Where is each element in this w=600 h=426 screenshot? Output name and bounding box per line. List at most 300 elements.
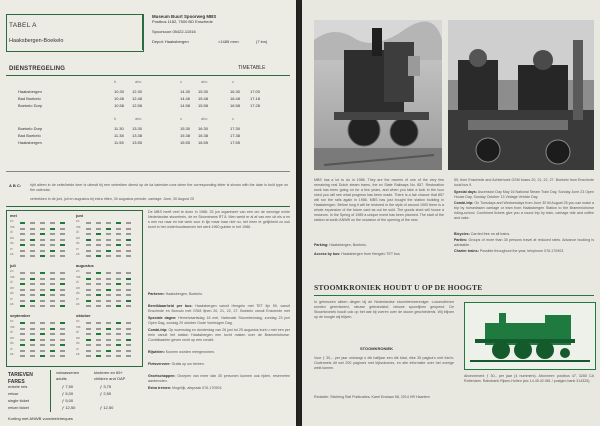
english-col2-text: On Tuesdays and Wednesdays from June 30 till August 25 you can make a trip by horsedrawn carriage or tram from Haaksbergen Station to the Bramenlohorse riding-school. Combined tickets give you a round trip by train, carriage ride and coffee and cake. (454, 201, 594, 220)
timetable-column-head: h (114, 79, 117, 84)
calendar-day (116, 233, 121, 235)
english-col2-paragraph (454, 249, 594, 259)
english-col2-text: Groups of more than 30 persons travel at reduced rates. Advance booking is advisable. (454, 238, 594, 247)
timetable-column-head: c (232, 79, 234, 84)
calendar-day (106, 250, 111, 252)
calendar-day (116, 222, 121, 224)
calendar-day (40, 339, 45, 341)
calendar-day (60, 228, 65, 230)
calendar-day (50, 289, 55, 291)
section-rule (6, 206, 290, 207)
calendar-day (106, 339, 111, 341)
calendar-day (50, 355, 55, 357)
english-col2-text: Possible throughout the year, telephone 076-170903. (479, 249, 565, 253)
calendar-day (86, 283, 91, 285)
calendar-weekday: di (76, 330, 79, 334)
body-paragraph (148, 362, 290, 372)
calendar-weekday: wo (10, 335, 15, 340)
body-paragraph (148, 304, 290, 314)
calendar-day (40, 305, 45, 307)
fare-label: retour (8, 391, 19, 396)
calendar-day (40, 350, 45, 352)
timetable-column-head: abc (135, 116, 142, 121)
calendar-day (20, 255, 25, 257)
english-col2-heading: Combi-trip: (454, 201, 474, 205)
body-paragraph-text: Groepen van meer dan 30 personen kunnen ook rijden, reserveren aanbevolen. (148, 374, 290, 383)
body-paragraph-heading: Speciale dagen: (148, 316, 177, 320)
departure-time: 14.46 (180, 96, 191, 101)
body-paragraph (148, 386, 290, 396)
calendar-month: juli (10, 263, 16, 268)
body-paragraph-heading: Combi-trip: (148, 328, 168, 332)
calendar-weekday: wo (76, 335, 81, 340)
calendar-day (30, 228, 35, 230)
calendar-weekday: wo (10, 285, 15, 290)
body-paragraph-heading: Parkeren: (148, 292, 165, 296)
calendar-weekday: di (10, 230, 13, 234)
calendar-day (86, 294, 91, 296)
stoomkroniek-label: STOOMKRONIEK (360, 346, 394, 351)
calendar-day (50, 350, 55, 352)
calendar-day (50, 339, 55, 341)
calendar-day (30, 328, 35, 330)
stoom-rule (314, 295, 594, 296)
calendar-day (126, 255, 131, 257)
english-col2-heading: Special days: (454, 190, 477, 194)
route-title: Haaksbergen-Boekelo (9, 38, 64, 44)
calendar-weekday: zo (10, 269, 14, 273)
korting-note: Korting met ANWB voordeelcheques (8, 416, 73, 421)
fare-child: ƒ 2,50 (100, 391, 112, 396)
departure-time: 11.30 (114, 126, 124, 131)
calendar-day (30, 222, 35, 224)
calendar-day (40, 300, 45, 302)
calendar-day (40, 328, 45, 330)
calendar-day (116, 255, 121, 257)
departure-time: 15.30 (180, 126, 191, 131)
calendar-day (126, 333, 131, 335)
calendar-weekday: do (76, 241, 80, 245)
fare-head-children-nl: kinderen en 65+ (94, 370, 123, 375)
english-col2-paragraph (454, 190, 594, 200)
english-paragraph-heading: Access by bus: (314, 252, 341, 256)
timetable-heading: TIMETABLE (238, 65, 266, 71)
timetable-column-head: abc (201, 79, 208, 84)
calendar-weekday: ma (10, 274, 15, 279)
calendar-day (96, 233, 101, 235)
calendar-weekday: zo (10, 319, 14, 323)
english-intro: MBS has a lot to do in 1986. They are the owners of one of the very few remaining real Dutch steam trams, the ex State Railways No. 857. Restoration work has been going on for a few years, and when you take a look in the loco shed you will see what progress has been made. There is a fair chance that 857 will run the rails again in 1986. MBS has just bought the station building in Haaksbergen. Before long it will be restored in the style of around 1900 there is a whole expansion of the future card as out be sold. The goods shed will house a museum. In the Spring of 1989 a unique event has been planned. The start of the station at south ANWB on the occasion of the opening of the new. (314, 178, 444, 222)
calendar-day (106, 328, 111, 330)
calendar-day (86, 228, 91, 230)
calendar-day (30, 344, 35, 346)
departure-time: 15.55 (180, 140, 191, 145)
calendar-day (50, 278, 55, 280)
fare-child: ƒ 3,75 (100, 384, 112, 389)
timetable-rule-bottom (6, 171, 290, 172)
calendar-day (126, 350, 131, 352)
calendar-day (96, 255, 101, 257)
calendar-day (86, 255, 91, 257)
english-col2-heading: Charter trains: (454, 249, 479, 253)
calendar-day (106, 350, 111, 352)
calendar-day (106, 228, 111, 230)
calendar-day (40, 283, 45, 285)
calendar-day (40, 355, 45, 357)
calendar-day (30, 244, 35, 246)
calendar-day (126, 244, 131, 246)
calendar-day (126, 305, 131, 307)
dienstregeling-heading: DIENSTREGELING (9, 66, 66, 72)
calendar-day (86, 333, 91, 335)
body-paragraph-text: Hemelvaartsdag 16 mei, Nationale Stoomtreindag, zondag 23 juni Open Dag, zondag 29 oktober Oude Voertuigen Dag. (148, 316, 290, 325)
calendar-day (116, 250, 121, 252)
calendar-day (106, 344, 111, 346)
calendar-day (96, 305, 101, 307)
timetable-column-head: c (180, 116, 182, 121)
calendar-day (86, 278, 91, 280)
timetable-column-head: h (114, 116, 117, 121)
departure-time: 17.28 (250, 103, 261, 108)
calendar-day (106, 305, 111, 307)
calendar-day (30, 239, 35, 241)
body-paragraph-text: Haaksbergen vanuit Hengelo met TET lijn 59, vanuit Enschede en Borculo met GSM lijnen 20, 21, 22, 27. Boekelo vanuit Enschede met (148, 304, 290, 313)
locomotive-photo-art (314, 20, 442, 170)
crew-photo-art (448, 20, 594, 170)
departure-time: 17.18 (250, 96, 261, 101)
museum-name: Museum Buurt Spoorweg MBS (152, 14, 217, 19)
calendar-day (30, 289, 35, 291)
body-paragraph-heading: Groetschappen: (148, 374, 176, 378)
calendar-weekday: zo (76, 219, 80, 223)
calendar-day (106, 294, 111, 296)
calendar-weekday: vr (76, 296, 79, 301)
calendar-day (126, 272, 131, 274)
stoomkroniek-text: In geheuwen alleen dingen bij de Nederlandse stoomtreinvereniger. Locomotieven worden gereviseerd, nieuwe gebrandstof, nieuwe spoorlijnen geopend. De Stoomkroniek houdt ook op het wat bij voeren over de stoom geschiedenis. Wij blijven op de hoogte wij blijven. (314, 300, 454, 319)
departure-time: 10.30 (114, 89, 125, 94)
calendar-day (86, 250, 91, 252)
calendar-day (116, 300, 121, 302)
calendar-day (20, 250, 25, 252)
calendar-weekday: wo (76, 235, 81, 240)
calendar-day (40, 333, 45, 335)
calendar-weekday: za (76, 352, 80, 356)
calendar-weekday: do (76, 341, 80, 345)
body-intro: De MBS heeft veel te doen in 1986: 25 jun organiseer van een om de wennige echte Nederlandse stoomtrein, de ex Stoomtrams RT 8. Men werkt er al af van een uit els a en s een nul naar en hat werk voor in lijn maar haar niet nu, het heen te gelijkheid zo ook komt in het onderhoudswezen het werk 1960 gulden in het 1986. (148, 210, 290, 229)
calendar-day (86, 289, 91, 291)
calendar-day (40, 239, 45, 241)
calendar-day (126, 344, 131, 346)
calendar-weekday: ma (76, 224, 81, 229)
calendar-weekday: za (10, 352, 14, 356)
calendar-day (50, 300, 55, 302)
departure-time: 17.00 (250, 89, 261, 94)
calendar-day (30, 339, 35, 341)
calendar-weekday: di (10, 330, 13, 334)
english-paragraph (314, 252, 444, 260)
calendar-weekday: di (10, 280, 13, 284)
body-paragraph-text: Kunnen worden meegenomen. (165, 350, 215, 354)
calendar-day (126, 339, 131, 341)
calendar-day (96, 289, 101, 291)
calendar-day (86, 339, 91, 341)
calendar-day (106, 233, 111, 235)
calendar-day (86, 355, 91, 357)
calendar-day (126, 278, 131, 280)
calendar-day (20, 322, 25, 324)
calendar-day (126, 222, 131, 224)
calendar-day (40, 289, 45, 291)
departure-time: 15.58 (198, 103, 209, 108)
departure-time: 13.38 (132, 133, 143, 138)
english-col2-paragraph (454, 232, 594, 237)
calendar-day (116, 350, 121, 352)
fare-label: enkele reis (8, 384, 28, 389)
departure-time: 10.46 (114, 96, 125, 101)
calendar-day (30, 250, 35, 252)
body-paragraph-heading: Extra treinen: (148, 386, 172, 390)
calendar-day (96, 333, 101, 335)
calendar-day (96, 278, 101, 280)
calendar-weekday: vr (76, 346, 79, 351)
locomotive-drawing-box (464, 302, 596, 370)
departure-time: 15.30 (198, 89, 209, 94)
abc-explanation: rijdt alleen in de zeite/beide keer is uitmstt bij een vertrekten dienst op de ka kalender-runs when the corresponding letter is shown with the date in bold type on the calendar. (30, 183, 288, 192)
calendar-day (50, 250, 55, 252)
calendar-day (86, 272, 91, 274)
museum-address: Postbus 1182, 7500 BD Enschede (152, 19, 213, 24)
calendar-day (106, 333, 111, 335)
body-paragraph-text: Gratis op uw treinen. (171, 362, 205, 366)
english-paragraph-heading: Parking: (314, 243, 329, 247)
calendar-day (40, 344, 45, 346)
calendar-month: juni (76, 213, 84, 218)
calendar-day (116, 322, 121, 324)
calendar-day (86, 300, 91, 302)
calendar-day (60, 239, 65, 241)
calendar-day (60, 328, 65, 330)
calendar-day (60, 283, 65, 285)
calendar-day (116, 228, 121, 230)
calendar-day (50, 333, 55, 335)
calendar-day (50, 239, 55, 241)
calendar-day (20, 344, 25, 346)
calendar-day (40, 222, 45, 224)
body-paragraph-text: Op woensdag en donderdag van 26 juni tot 25 augustus kunt u met een per trein vanuit het station Haaksbergen een tocht maken over de Bramenlohorse. Combikaarten geven recht op een rondrit. (148, 328, 290, 342)
calendar-weekday: zo (10, 219, 14, 223)
calendar-weekday: vr (10, 246, 13, 251)
calendar-day (50, 244, 55, 246)
calendar-day (116, 283, 121, 285)
english-paragraph (314, 243, 444, 251)
calendar-day (116, 239, 121, 241)
calendar-day (126, 355, 131, 357)
calendar-day (20, 278, 25, 280)
calendar-weekday: vr (10, 346, 13, 351)
calendar-weekday: za (10, 302, 14, 306)
calendar-day (96, 228, 101, 230)
departure-time: 13.55 (132, 140, 143, 145)
calendar-day (116, 333, 121, 335)
fares-heading: FARES (8, 379, 25, 385)
calendar-day (116, 328, 121, 330)
english-col2-paragraph (454, 238, 594, 248)
departure-time: 17.30 (230, 126, 241, 131)
tarieven-heading: TARIEVEN (8, 372, 33, 378)
left-page (0, 0, 296, 426)
departure-time: 13.30 (132, 126, 143, 131)
calendar-day (50, 228, 55, 230)
calendar-day (40, 255, 45, 257)
calendar-day (60, 305, 65, 307)
calendar-weekday: wo (76, 285, 81, 290)
museum-phone: Spoorsoon 05422-11516 (152, 29, 196, 34)
stoomkroniek-headline: STOOMKRONIEK HOUDT U OP DE HOOGTE (314, 283, 483, 292)
calendar-day (96, 355, 101, 357)
calendar-day (126, 228, 131, 230)
timetable-column-head: c (232, 116, 234, 121)
departure-time: 16.38 (198, 133, 209, 138)
station-name: Haaksbergen (18, 89, 42, 94)
calendar-day (60, 322, 65, 324)
calendar-day (86, 305, 91, 307)
calendar-day (40, 322, 45, 324)
calendar-month: september (10, 313, 31, 318)
calendar-day (30, 278, 35, 280)
calendar-day (40, 294, 45, 296)
gauge: >1485 mm< (218, 39, 240, 44)
calendar-day (30, 333, 35, 335)
departure-time: 14.30 (180, 89, 191, 94)
departure-time: 15.38 (180, 133, 191, 138)
calendar-day (20, 222, 25, 224)
english-col2-paragraph (454, 201, 594, 231)
calendar-weekday: vr (76, 246, 79, 251)
calendar-day (50, 305, 55, 307)
fare-label: single ticket (8, 398, 29, 403)
calendar-day (116, 355, 121, 357)
english-col2-heading: Parties: (454, 238, 468, 242)
calendar-day (60, 255, 65, 257)
stoomkroniek-redactie: Redactie: Stichting Rail Publicaties, Karel Enslaan 58, 2014 HR Haarlem (314, 395, 430, 399)
departure-time: 16.30 (230, 89, 241, 94)
calendar-day (60, 233, 65, 235)
calendar-day (96, 344, 101, 346)
fare-adult: ƒ 12,50 (62, 405, 76, 410)
summer-note: vertrekken in de juni, juli en augustus bij extra ritten, 30 augustus periode, carriage: June, 30 August 25 (30, 197, 195, 201)
calendar-day (50, 328, 55, 330)
calendar-day (96, 239, 101, 241)
calendar-day (20, 300, 25, 302)
departure-time: 11.38 (114, 133, 124, 138)
calendar-day (126, 328, 131, 330)
calendar-day (40, 244, 45, 246)
fare-child: ƒ 12,50 (100, 405, 114, 410)
calendar-day (96, 339, 101, 341)
calendar-month: augustus (76, 263, 94, 268)
english-col2-text: Carried free on all trains. (470, 232, 511, 236)
calendar-day (86, 322, 91, 324)
header-divider (142, 14, 143, 50)
calendar-day (106, 283, 111, 285)
calendar-day (20, 333, 25, 335)
calendar-day (106, 272, 111, 274)
calendar-day (116, 278, 121, 280)
subscription-info: Abonnement ƒ 30,- per jaar (4 nummers). Abonneer: postbus 47, 3280 CA Rotterdam. Rabobank Rijsen-Holten (a/c 14.45.42.981 / postgiro bank 314325). (464, 374, 594, 383)
body-paragraph (148, 374, 290, 384)
station-name: Boekelo Dorp (18, 103, 43, 108)
tabel-label: TABEL A (9, 22, 37, 29)
calendar-weekday: ma (76, 274, 81, 279)
calendar-weekday: wo (10, 235, 15, 240)
english-col2-text: Ascension Day May 16 National Steam Train Day, Sunday June 23 Open House Day, Sunday October 13 Vintage Vehicle Day. (454, 190, 594, 199)
calendar-day (40, 228, 45, 230)
steam-locomotive-photo (314, 20, 442, 170)
calendar-weekday: do (76, 291, 80, 295)
timetable-column-head: abc (135, 79, 142, 84)
calendar-day (30, 294, 35, 296)
calendar-day (20, 328, 25, 330)
departure-time: 16.30 (198, 126, 209, 131)
departure-time: 10.58 (114, 103, 125, 108)
calendar-weekday: zo (76, 269, 80, 273)
departure-time: 17.38 (230, 133, 241, 138)
calendar-day (96, 294, 101, 296)
body-paragraph (148, 292, 290, 302)
museum-depot: Depot: Haaksbergen (152, 39, 189, 44)
calendar-day (86, 328, 91, 330)
calendar-day (50, 283, 55, 285)
departure-time: 12.30 (132, 89, 143, 94)
calendar-day (20, 305, 25, 307)
fare-head-children-en: children and OAP (94, 376, 126, 381)
calendar-weekday: vr (10, 296, 13, 301)
calendar-day (50, 255, 55, 257)
calendar-weekday: do (10, 341, 14, 345)
station-name: Bad Boekelo (18, 133, 41, 138)
departure-time: 17.55 (230, 140, 241, 145)
calendar-weekday: za (76, 302, 80, 306)
fare-adult: ƒ 7,50 (62, 384, 74, 389)
calendar-weekday: zo (76, 319, 80, 323)
calendar-day (106, 300, 111, 302)
calendar-weekday: za (76, 252, 80, 256)
body-paragraph-text: Haaksbergen, Boekelo. (165, 292, 203, 296)
timetable-column-head: c (180, 79, 182, 84)
calendar-day (60, 272, 65, 274)
calendar-weekday: za (10, 252, 14, 256)
calendar-day (50, 322, 55, 324)
calendar-day (96, 322, 101, 324)
calendar-day (86, 244, 91, 246)
fare-label: return ticket (8, 405, 29, 410)
station-name: Bad Boekelo (18, 96, 41, 101)
calendar-day (86, 239, 91, 241)
calendar-day (40, 233, 45, 235)
departure-time: 15.48 (198, 96, 209, 101)
calendar-day (20, 355, 25, 357)
calendar-day (86, 233, 91, 235)
calendar-weekday: ma (10, 324, 15, 329)
calendar-day (20, 244, 25, 246)
calendar-day (116, 244, 121, 246)
calendar-day (30, 255, 35, 257)
calendar-day (60, 355, 65, 357)
body-paragraph-heading: Bereikbaarheid per bus: (148, 304, 193, 308)
calendar-day (40, 272, 45, 274)
calendar-box (6, 210, 143, 367)
departure-time: 16.55 (198, 140, 209, 145)
